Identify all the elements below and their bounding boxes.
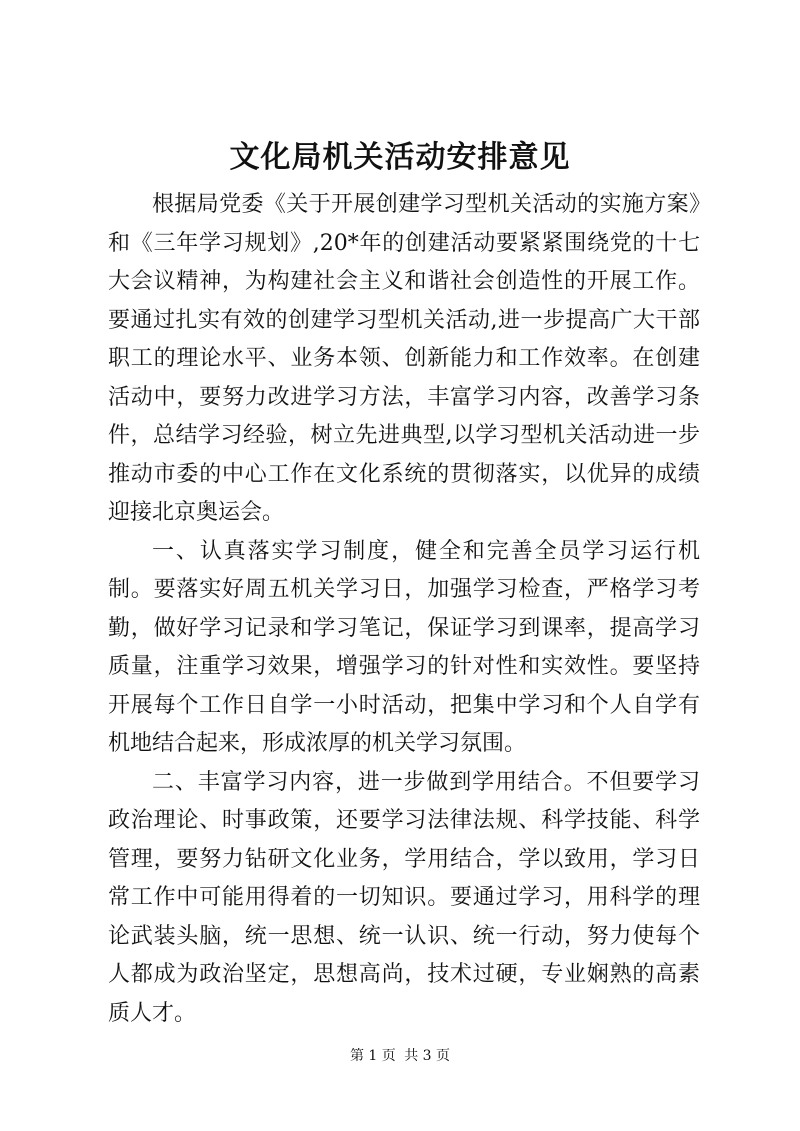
paragraph-intro: 根据局党委《关于开展创建学习型机关活动的实施方案》和《三年学习规划》,20*年的创建活动要紧紧围绕党的十七大会议精神，为构建社会主义和谐社会创造性的开展工作。要通过扎实有效的创建学习型机关活动,进一步提高广大干部职工的理论水平、业务本领、创新能力和工作效率。在创建活动中，要努力改进学习方法，丰富学习内容，改善学习条件，总结学习经验，树立先进典型,以学习型机关活动进一步推动市委的中心工作在文化系统的贯彻落实，以优异的成绩迎接北京奥运会。 xyxy=(108,192,700,525)
document-body xyxy=(108,186,700,1033)
paragraph-section-one: 一、认真落实学习制度，健全和完善全员学习运行机制。要落实好周五机关学习日，加强学习检查，严格学习考勤，做好学习记录和学习笔记，保证学习到课率，提高学习质量，注重学习效果，增强学习的针对性和实效性。要坚持开展每个工作日自学一小时活动，把集中学习和个人自学有机地结合起来，形成浓厚的机关学习氛围。 xyxy=(108,538,700,756)
page-total: 共 3 页 xyxy=(404,1048,451,1064)
paragraph-section-two: 二、丰富学习内容，进一步做到学用结合。不但要学习政治理论、时事政策，还要学习法律法规、科学技能、科学管理，要努力钻研文化业务，学用结合，学以致用，学习日常工作中可能用得着的一切知识。要通过学习，用科学的理论武装头脑，统一思想、统一认识、统一行动，努力使每个人都成为政治坚定，思想高尚，技术过硬，专业娴熟的高素质人才。 xyxy=(108,769,700,1026)
page-number: 第 1 页 xyxy=(349,1048,396,1064)
page-footer xyxy=(0,1046,800,1066)
document-title: 文化局机关活动安排意见 xyxy=(229,140,571,175)
